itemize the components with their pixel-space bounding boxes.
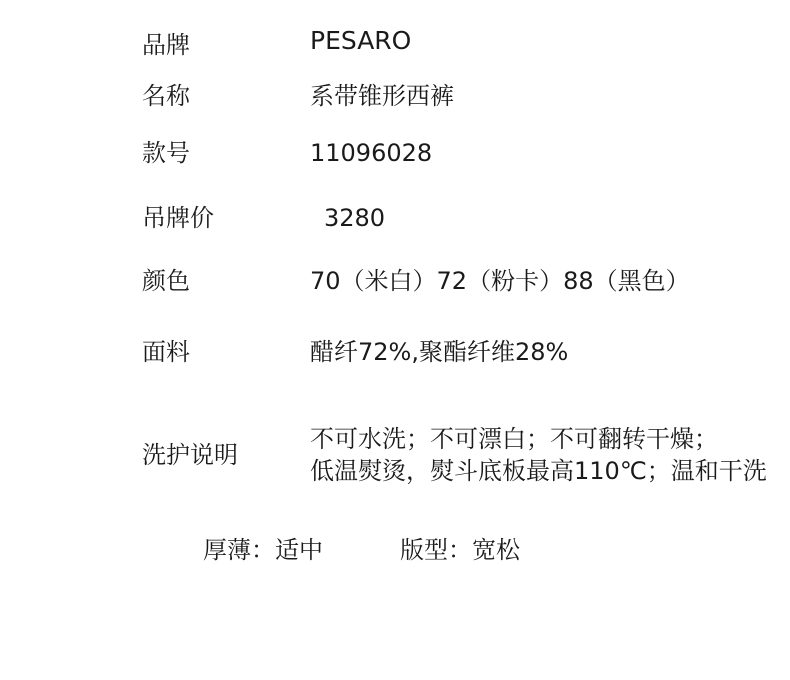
spec-row-tag-price xyxy=(142,205,385,231)
color-value: 70（米白）72（粉卡）88（黑色） xyxy=(310,267,690,295)
care-instructions-value xyxy=(310,423,767,487)
style-number-value: 11096028 xyxy=(310,139,433,167)
brand-label: 品牌 xyxy=(142,31,190,59)
thickness-label: 厚薄： xyxy=(203,536,275,564)
care-instructions-line-1: 不可水洗；不可漂白；不可翻转干燥； xyxy=(310,425,718,453)
color-label: 颜色 xyxy=(142,267,190,295)
thickness-value: 适中 xyxy=(275,536,323,564)
style-number-label: 款号 xyxy=(142,139,190,167)
spec-row-fabric xyxy=(142,339,568,365)
spec-row-care-instructions xyxy=(142,423,767,487)
spec-row-name xyxy=(142,83,454,109)
fit-label: 版型： xyxy=(400,536,472,564)
thickness-item xyxy=(203,537,323,563)
spec-row-color xyxy=(142,268,690,294)
name-value: 系带锥形西裤 xyxy=(310,82,454,110)
brand-value: PESARO xyxy=(310,26,412,55)
name-label: 名称 xyxy=(142,82,190,110)
fit-value: 宽松 xyxy=(472,536,520,564)
fabric-label: 面料 xyxy=(142,338,190,366)
spec-row-brand xyxy=(142,26,412,59)
spec-row-style-number xyxy=(142,140,432,166)
care-instructions-line-2: 低温熨烫，熨斗底板最高110℃；温和干洗 xyxy=(310,457,767,485)
tag-price-label: 吊牌价 xyxy=(142,204,214,232)
fit-item xyxy=(400,537,520,563)
spec-footer xyxy=(203,537,520,563)
tag-price-value: 3280 xyxy=(324,204,386,232)
fabric-value: 醋纤72%,聚酯纤维28% xyxy=(310,338,569,366)
care-instructions-label: 洗护说明 xyxy=(142,440,238,469)
